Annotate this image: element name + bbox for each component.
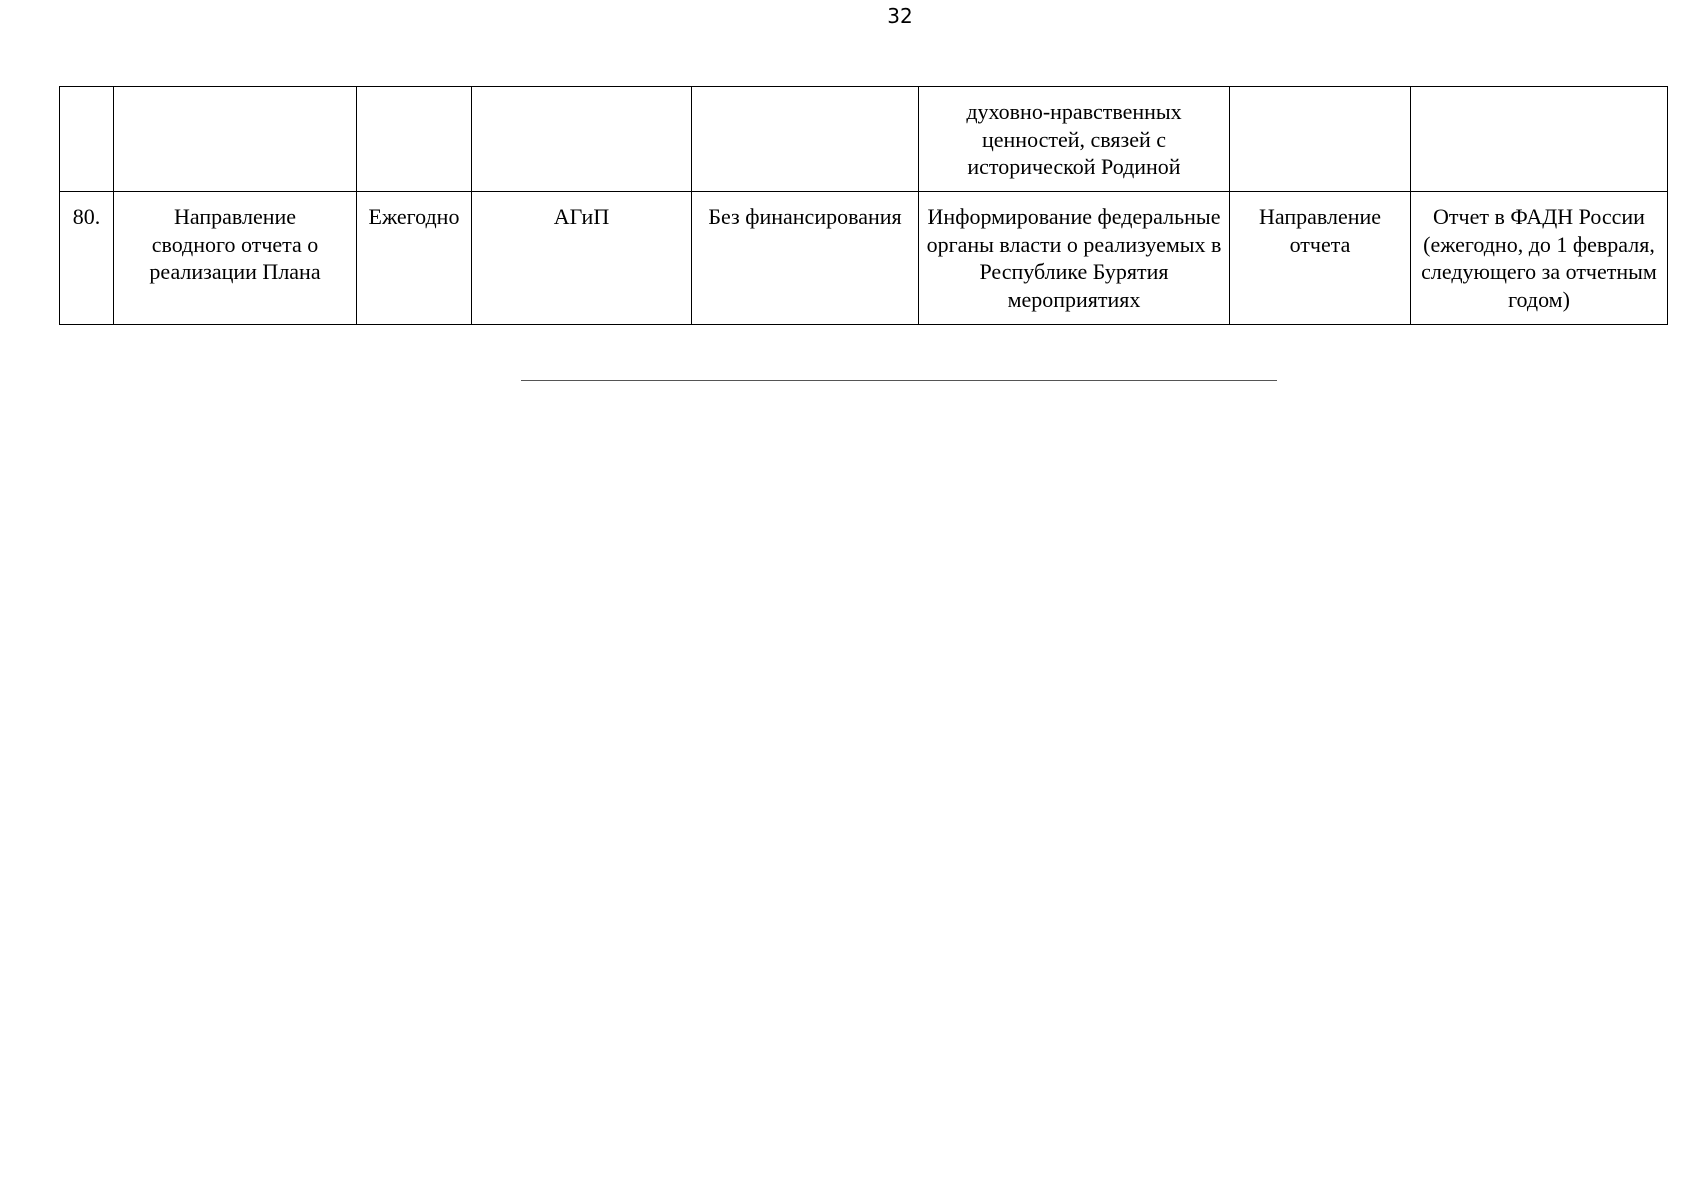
- cell-text: духовно-нравственных ценностей, связей с исторической Родиной: [966, 99, 1182, 179]
- result-cell: [919, 192, 1230, 325]
- financing-cell: [692, 192, 919, 325]
- table-cell: [357, 87, 472, 192]
- result-text: Информирование федеральные органы власти о реализуемых в Республике Бурятия мероприятиях: [926, 204, 1222, 312]
- report-cell: [1411, 192, 1668, 325]
- financing-text: Без финансирования: [708, 204, 902, 229]
- row-number: 80.: [72, 204, 101, 229]
- plan-table: [59, 86, 1668, 325]
- executor-cell: [472, 192, 692, 325]
- table-cell: [692, 87, 919, 192]
- table-cell: [1411, 87, 1668, 192]
- table-cell: [1230, 87, 1411, 192]
- table-cell: [919, 87, 1230, 192]
- report-text: Отчет в ФАДН России (ежегодно, до 1 февраля, следующего за отчетным годом): [1421, 204, 1657, 312]
- table-cell: [114, 87, 357, 192]
- activity-text: Направление сводного отчета о реализации Плана: [149, 204, 321, 284]
- indicator-text: Направление отчета: [1258, 204, 1382, 257]
- activity-cell: [114, 192, 357, 325]
- table-cell: [60, 87, 114, 192]
- deadline-text: Ежегодно: [368, 204, 460, 229]
- end-of-document-line: [521, 380, 1277, 381]
- executor-text: АГиП: [553, 204, 610, 229]
- table-row: [60, 192, 1668, 325]
- row-number-cell: [60, 192, 114, 325]
- table-row: [60, 87, 1668, 192]
- table-cell: [472, 87, 692, 192]
- indicator-cell: [1230, 192, 1411, 325]
- page-number: 32: [887, 4, 913, 28]
- deadline-cell: [357, 192, 472, 325]
